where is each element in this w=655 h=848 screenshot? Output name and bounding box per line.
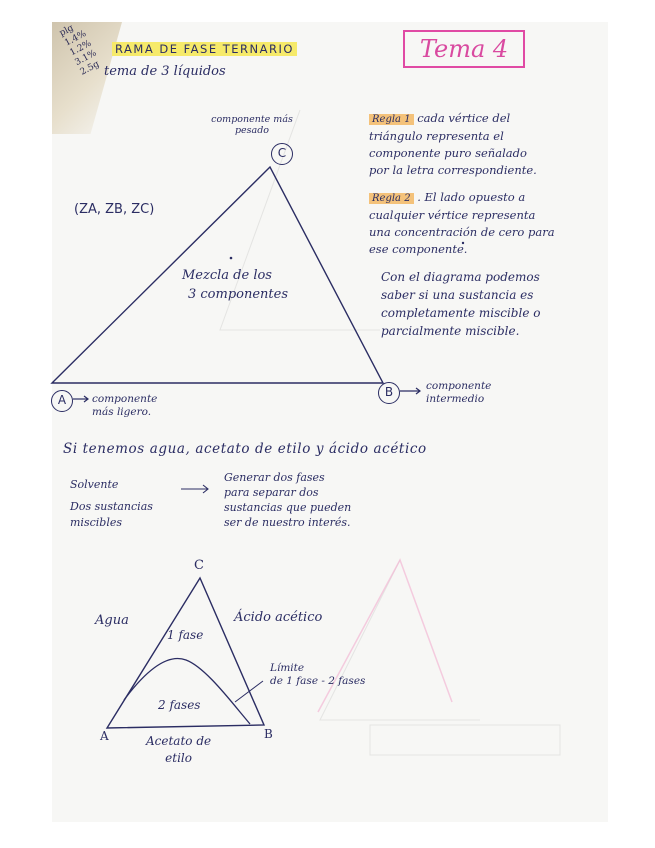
- page-subheading: tema de 3 líquidos: [104, 64, 226, 79]
- effect-line2: para separar dos: [224, 486, 319, 499]
- rule-1-tag: Regla 1: [369, 114, 414, 125]
- rule-1-line3: componente puro señalado: [369, 146, 527, 160]
- t2-vertex-b: B: [264, 727, 273, 741]
- miscible-line1: Dos sustancias: [70, 500, 153, 513]
- rule-1: [369, 110, 537, 179]
- dot-mark: [230, 257, 233, 260]
- rule-1-line2: triángulo representa el: [369, 129, 504, 143]
- top-note-line2: pesado: [234, 125, 270, 136]
- top-vertex-note: [207, 114, 297, 136]
- a-vertex-description: [92, 393, 157, 419]
- composition-note: (ZA, ZB, ZC): [74, 202, 155, 217]
- solvent-label: Solvente: [70, 478, 119, 491]
- note-line2: saber si una sustancia es: [381, 288, 534, 302]
- vertex-b-label: B: [378, 382, 400, 404]
- note-line3: completamente miscible o: [381, 306, 541, 320]
- miscible-label: [70, 499, 153, 531]
- vertex-c-label: C: [271, 143, 293, 165]
- ethyl-acetate-label: [146, 733, 211, 767]
- bleed-pink: [318, 560, 452, 712]
- effect-text: [224, 470, 351, 530]
- rule-2-line2: cualquier vértice representa: [369, 208, 536, 222]
- rule-2-line1: . El lado opuesto a: [417, 190, 526, 204]
- rule-1-line1: cada vértice del: [417, 111, 511, 125]
- effect-line4: ser de nuestro interés.: [224, 516, 351, 529]
- limit-line2: de 1 fase - 2 fases: [270, 675, 366, 687]
- ethyl-line2: etilo: [165, 751, 192, 765]
- limit-pointer: [235, 681, 263, 702]
- note-line4: parcialmente miscible.: [381, 324, 520, 338]
- rule-2-tag: Regla 2: [369, 193, 414, 204]
- b-desc-line1: componente: [426, 380, 492, 392]
- a-desc-line1: componente: [92, 393, 158, 405]
- ethyl-line1: Acetato de: [146, 734, 212, 748]
- phase-limit-label: [270, 662, 365, 688]
- fold-scribble: plg 1.4% 1.2% 3.1% 2.5g: [58, 23, 102, 78]
- triangle-center-label: [182, 266, 288, 304]
- b-desc-line2: intermedio: [426, 393, 485, 405]
- topic-badge: Tema 4: [403, 30, 525, 68]
- acetic-acid-label: Ácido acético: [234, 610, 323, 625]
- t2-vertex-a: A: [100, 729, 109, 743]
- two-phases-label: 2 fases: [158, 698, 201, 712]
- vertex-a-label: A: [51, 390, 73, 412]
- rule-2-line4: ese componente.: [369, 242, 468, 256]
- heading-text: RAMA DE FASE TERNARIO: [112, 42, 297, 56]
- rule-2: [369, 189, 555, 258]
- water-label: Agua: [95, 613, 129, 628]
- one-phase-label: 1 fase: [167, 628, 204, 642]
- limit-line1: Límite: [270, 662, 305, 674]
- b-vertex-description: [426, 380, 491, 406]
- miscible-line2: miscibles: [70, 516, 122, 529]
- example-intro: Si tenemos agua, acetato de etilo y ácido acético: [63, 441, 427, 457]
- center-line1: Mezcla de los: [182, 268, 272, 283]
- note-line1: Con el diagrama podemos: [381, 270, 540, 284]
- miscibility-note: [381, 268, 540, 340]
- t2-vertex-c: C: [194, 558, 204, 573]
- a-desc-line2: más ligero.: [92, 406, 152, 418]
- binodal-curve: [124, 658, 250, 724]
- top-note-line1: componente más: [211, 114, 293, 125]
- center-line2: 3 componentes: [188, 287, 289, 302]
- effect-line1: Generar dos fases: [224, 471, 325, 484]
- rule-2-line3: una concentración de cero para: [369, 225, 555, 239]
- rule-1-line4: por la letra correspondiente.: [369, 163, 537, 177]
- effect-line3: sustancias que pueden: [224, 501, 352, 514]
